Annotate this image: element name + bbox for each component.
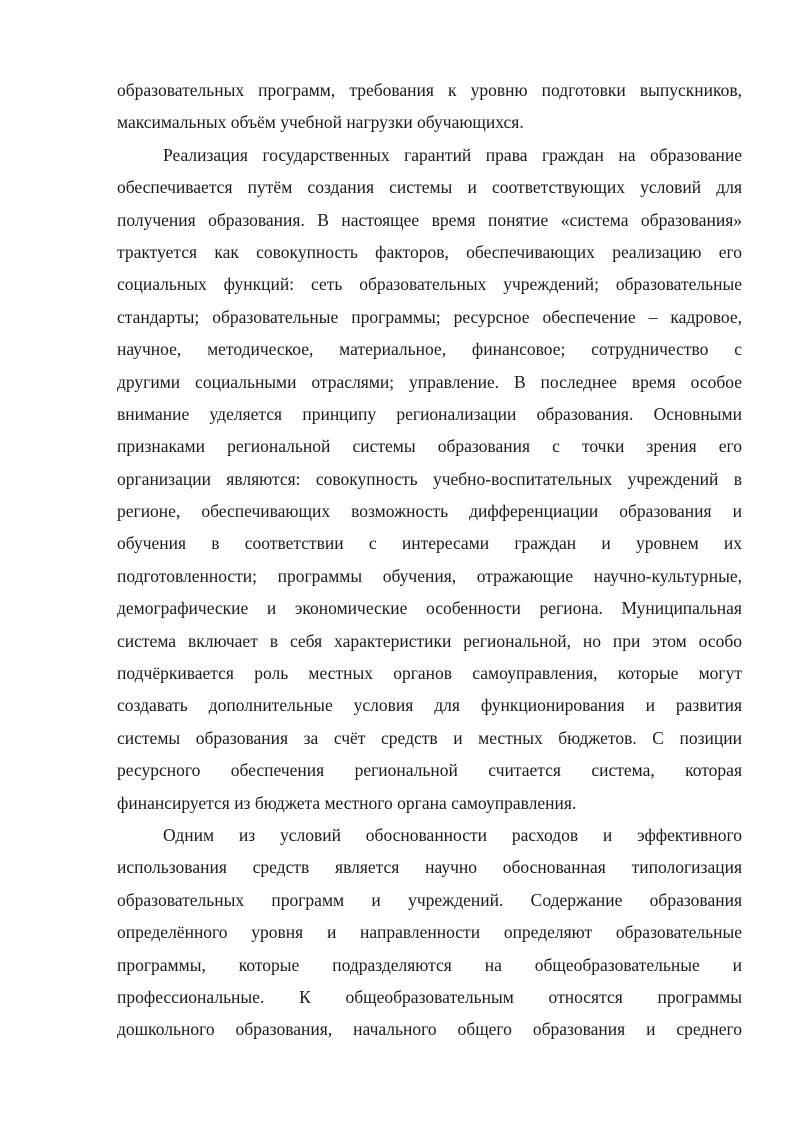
text-line: демографические и экономические особенности региона. Муниципальная bbox=[117, 598, 742, 619]
text-line: образовательных программ и учреждений. Содержание образования bbox=[117, 889, 742, 910]
text-line: программы, которые подразделяются на общеобразовательные и bbox=[117, 954, 742, 975]
paragraph-end-line: финансируется из бюджета местного органа самоуправления. bbox=[117, 792, 577, 813]
text-line: обучения в соответствии с интересами граждан и уровнем их bbox=[117, 533, 742, 554]
text-line: образовательных программ, требования к уровню подготовки выпускников, bbox=[117, 80, 742, 100]
text-line: социальных функций: сеть образовательных учреждений; образовательные bbox=[117, 274, 742, 295]
text-line: научное, методическое, материальное, финансовое; сотрудничество с bbox=[117, 339, 742, 360]
text-line: обеспечивается путём создания системы и соответствующих условий для bbox=[117, 177, 742, 198]
text-line: другими социальными отраслями; управление. В последнее время особое bbox=[117, 371, 742, 392]
text-line: дошкольного образования, начального общего образования и среднего bbox=[117, 1019, 742, 1040]
text-line: создавать дополнительные условия для функционирования и развития bbox=[117, 695, 742, 716]
text-line: подчёркивается роль местных органов самоуправления, которые могут bbox=[117, 663, 742, 684]
paragraph-start-line: Одним из условий обоснованности расходов и эффективного bbox=[163, 824, 742, 845]
text-line: система включает в себя характеристики региональной, но при этом особо bbox=[117, 630, 742, 651]
body-text bbox=[117, 74, 742, 1046]
text-line: использования средств является научно обоснованная типологизация bbox=[117, 857, 742, 878]
text-line: признаками региональной системы образования с точки зрения его bbox=[117, 436, 742, 457]
paragraph-end-line: максимальных объём учебной нагрузки обучающихся. bbox=[117, 112, 524, 133]
text-line: подготовленности; программы обучения, отражающие научно-культурные, bbox=[117, 565, 742, 586]
text-line: ресурсного обеспечения региональной считается система, которая bbox=[117, 760, 742, 781]
text-line: профессиональные. К общеобразовательным относятся программы bbox=[117, 986, 742, 1007]
text-line: стандарты; образовательные программы; ресурсное обеспечение – кадровое, bbox=[117, 306, 742, 327]
text-line: получения образования. В настоящее время понятие «система образования» bbox=[117, 209, 742, 230]
text-line: организации являются: совокупность учебно-воспитательных учреждений в bbox=[117, 468, 742, 489]
text-line: внимание уделяется принципу регионализации образования. Основными bbox=[117, 403, 742, 424]
text-line: трактуется как совокупность факторов, обеспечивающих реализацию его bbox=[117, 241, 742, 262]
text-line: определённого уровня и направленности определяют образовательные bbox=[117, 922, 742, 943]
text-line: регионе, обеспечивающих возможность дифференциации образования и bbox=[117, 501, 742, 522]
text-line: системы образования за счёт средств и местных бюджетов. С позиции bbox=[117, 727, 742, 748]
paragraph-start-line: Реализация государственных гарантий права граждан на образование bbox=[163, 144, 742, 165]
